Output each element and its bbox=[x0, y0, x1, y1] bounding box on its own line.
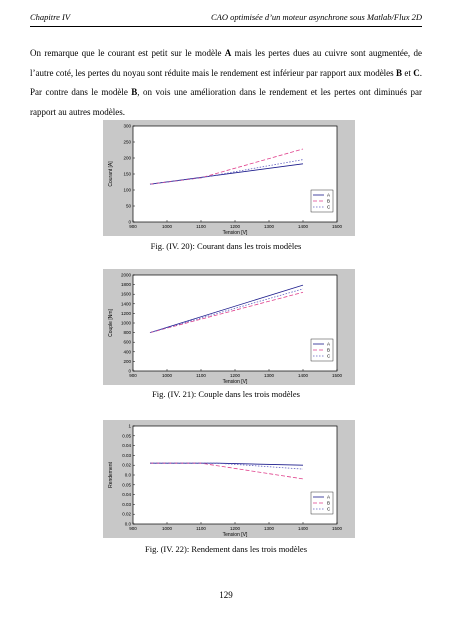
x-tick-label: 1100 bbox=[196, 224, 206, 229]
paragraph-text: . Par contre dans le modèle bbox=[30, 67, 423, 97]
x-tick-label: 1000 bbox=[161, 526, 173, 531]
y-tick-label: 0 bbox=[128, 219, 131, 225]
x-tick-label: 1300 bbox=[263, 526, 275, 531]
page-header bbox=[30, 12, 422, 27]
x-tick-label: 1400 bbox=[297, 224, 309, 229]
x-tick-label: 900 bbox=[129, 526, 137, 531]
x-tick-label: 1300 bbox=[263, 224, 275, 229]
y-tick-label: 0.05 bbox=[122, 433, 131, 439]
legend-label: C bbox=[327, 204, 331, 210]
chart-couple bbox=[103, 269, 355, 385]
y-tick-label: 0.03 bbox=[122, 452, 131, 458]
y-tick-label: 1800 bbox=[120, 282, 131, 288]
y-tick-label: 0.04 bbox=[122, 492, 131, 498]
legend-label: A bbox=[327, 192, 331, 198]
paragraph-bold: C bbox=[413, 67, 420, 78]
plot-area bbox=[133, 426, 337, 524]
paragraph-text: et bbox=[402, 67, 414, 78]
x-tick-label: 1500 bbox=[331, 526, 343, 531]
chart-rendement bbox=[103, 420, 355, 538]
paragraph-text: , on vois une amélioration dans le rendement et les pertes ont diminués par rapport au autres modèles. bbox=[30, 87, 422, 117]
y-tick-label: 2000 bbox=[120, 272, 131, 278]
chapter-label: Chapitre IV bbox=[30, 12, 71, 22]
x-tick-label: 1400 bbox=[297, 526, 309, 531]
x-tick-label: 1200 bbox=[229, 373, 241, 378]
y-tick-label: 0.02 bbox=[122, 462, 131, 468]
figure-courant bbox=[103, 120, 355, 236]
x-tick-label: 1000 bbox=[161, 224, 173, 229]
y-tick-label: 0 bbox=[128, 368, 131, 374]
legend-label: A bbox=[327, 494, 331, 500]
y-tick-label: 250 bbox=[123, 139, 131, 145]
y-tick-label: 1400 bbox=[120, 301, 131, 307]
x-tick-label: 1100 bbox=[196, 526, 206, 531]
x-tick-label: 900 bbox=[129, 224, 137, 229]
x-tick-label: 1200 bbox=[229, 526, 241, 531]
page-number: 129 bbox=[219, 590, 233, 600]
figure-rendement bbox=[103, 420, 355, 538]
y-tick-label: 600 bbox=[123, 339, 131, 345]
chart-courant bbox=[103, 120, 355, 236]
y-tick-label: 0.0 bbox=[124, 472, 131, 478]
legend-label: B bbox=[327, 500, 331, 506]
paragraph-text: On remarque que le courant est petit sur le modèle bbox=[30, 48, 225, 58]
figure-caption: Fig. (IV. 20): Courant dans les trois modèles bbox=[150, 241, 302, 251]
legend-label: A bbox=[327, 341, 331, 347]
y-tick-label: 200 bbox=[123, 358, 131, 364]
body-paragraph bbox=[30, 44, 422, 122]
paragraph-text: mais les pertes dues au cuivre sont augmentée, de l’autre coté, les pertes du noyau sont réduite mais le rendement est inférieur par rapport aux modèles bbox=[30, 48, 422, 78]
x-tick-label: 1200 bbox=[229, 224, 241, 229]
y-tick-label: 0.02 bbox=[122, 511, 131, 517]
plot-area bbox=[133, 126, 337, 222]
y-tick-label: 1200 bbox=[120, 310, 131, 316]
x-tick-label: 900 bbox=[129, 373, 137, 378]
y-axis-label: Rendement bbox=[108, 462, 114, 488]
y-tick-label: 200 bbox=[123, 155, 131, 161]
legend-label: B bbox=[327, 198, 331, 204]
paragraph-bold: A bbox=[224, 48, 232, 58]
x-axis-label: Tension [V] bbox=[222, 532, 248, 538]
legend-label: B bbox=[327, 347, 331, 353]
figure-caption: Fig. (IV. 21): Couple dans les trois modèles bbox=[152, 389, 300, 399]
x-tick-label: 1000 bbox=[161, 373, 173, 378]
y-tick-label: 1600 bbox=[120, 291, 131, 297]
y-tick-label: 50 bbox=[125, 203, 131, 209]
figure-caption: Fig. (IV. 22): Rendement dans les trois modèles bbox=[144, 544, 308, 554]
legend-label: C bbox=[327, 353, 331, 359]
x-tick-label: 1500 bbox=[331, 373, 343, 378]
paragraph-bold: B bbox=[131, 87, 138, 97]
y-tick-label: 800 bbox=[123, 330, 131, 336]
y-tick-label: 150 bbox=[123, 171, 131, 177]
y-tick-label: 300 bbox=[123, 123, 131, 129]
plot-area bbox=[133, 275, 337, 371]
x-tick-label: 1500 bbox=[331, 224, 343, 229]
y-tick-label: 0.04 bbox=[122, 443, 131, 449]
paragraph-bold: B bbox=[396, 67, 403, 78]
x-axis-label: Tension [V] bbox=[222, 379, 248, 385]
y-axis-label: Couple [Nm] bbox=[108, 309, 114, 337]
y-tick-label: 100 bbox=[123, 187, 131, 193]
x-axis-label: Tension [V] bbox=[222, 230, 248, 236]
y-tick-label: 400 bbox=[123, 349, 131, 355]
figure-couple bbox=[103, 269, 355, 385]
x-tick-label: 1100 bbox=[196, 373, 206, 378]
running-title: CAO optimisée d’un moteur asynchrone sous Matlab/Flux 2D bbox=[211, 12, 422, 22]
y-tick-label: 0.03 bbox=[122, 501, 131, 507]
y-axis-label: Courant [A] bbox=[108, 161, 114, 187]
x-tick-label: 1400 bbox=[297, 373, 309, 378]
y-tick-label: 0.05 bbox=[122, 482, 131, 488]
y-tick-label: 0.0 bbox=[124, 521, 131, 527]
x-tick-label: 1300 bbox=[263, 373, 275, 378]
y-tick-label: 1000 bbox=[120, 320, 131, 326]
legend-label: C bbox=[327, 506, 331, 512]
y-tick-label: 1 bbox=[128, 423, 131, 429]
